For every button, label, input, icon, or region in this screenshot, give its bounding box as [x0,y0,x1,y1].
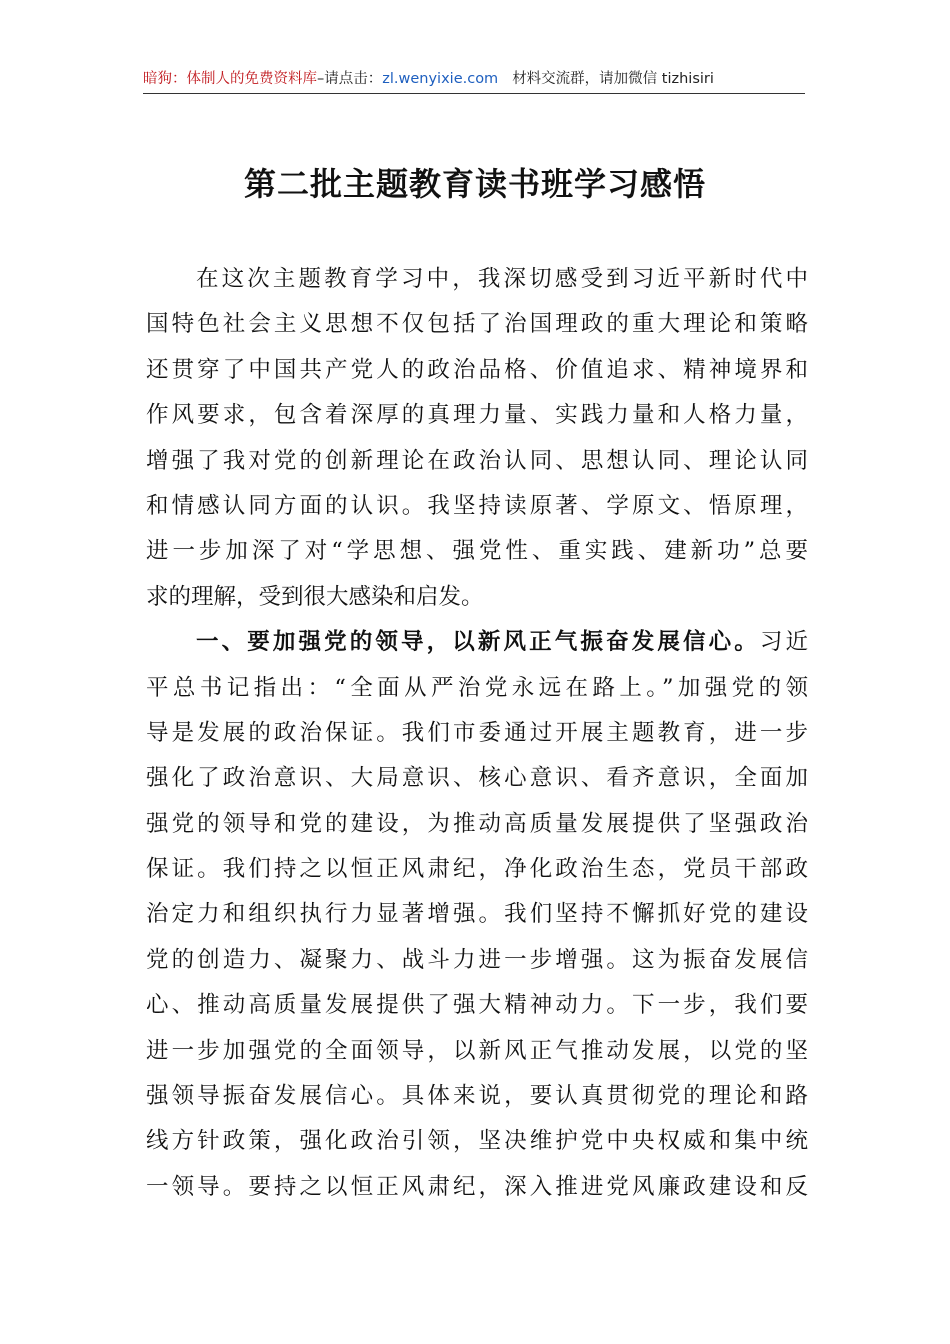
section-1-heading: 一、要加强党的领导，以新风正气振奋发展信心。 [196,629,760,656]
paragraph-1-line: 国特色社会主义思想不仅包括了治国理政的重大理论和策略 [146,311,808,338]
header-brand: 暗狗：体制人的免费资料库 [143,71,317,87]
section-1-first-line-rest: 习近 [759,629,808,656]
section-1-line: 平总书记指出：“全面从严治党永远在路上。”加强党的领 [146,674,808,701]
section-1-line: 进一步加强党的全面领导，以新风正气推动发展，以党的坚 [146,1037,808,1064]
paragraph-1-line: 增强了我对党的创新理论在政治认同、思想认同、理论认同 [146,447,808,474]
document-body [146,257,808,1210]
paragraph-1-line: 进一步加深了对“学思想、强党性、重实践、建新功”总要 [146,538,808,565]
section-1-first-line [146,620,808,665]
paragraph-1-line: 在这次主题教育学习中，我深切感受到习近平新时代中 [196,266,808,292]
paragraph-1-line: 求的理解，受到很大感染和启发。 [146,583,484,610]
header-separator: –请点击： [317,71,383,87]
document-title: 第二批主题教育读书班学习感悟 [243,165,706,203]
section-1-line: 心、推动高质量发展提供了强大精神动力。下一步，我们要 [146,992,808,1019]
section-1-line: 强领导振奋发展信心。具体来说，要认真贯彻党的理论和路 [146,1083,808,1110]
section-1-line: 导是发展的政治保证。我们市委通过开展主题教育，进一步 [146,719,808,746]
page-header [143,68,805,94]
section-1-line: 线方针政策，强化政治引领，坚决维护党中央权威和集中统 [146,1128,808,1155]
paragraph-1-line: 还贯穿了中国共产党人的政治品格、价值追求、精神境界和 [146,356,808,383]
section-1-line: 党的创造力、凝聚力、战斗力进一步增强。这为振奋发展信 [146,946,808,973]
paragraph-1-line: 作风要求，包含着深厚的真理力量、实践力量和人格力量， [146,402,808,429]
section-1-line: 治定力和组织执行力显著增强。我们坚持不懈抓好党的建设 [146,901,808,928]
section-1-line: 保证。我们持之以恒正风肃纪，净化政治生态，党员干部政 [146,856,808,883]
header-contact: 材料交流群，请加微信 tizhisiri [512,71,714,87]
section-1-line: 强党的领导和党的建设，为推动高质量发展提供了坚强政治 [146,810,808,837]
section-1-line: 一领导。要持之以恒正风肃纪，深入推进党风廉政建设和反 [146,1173,808,1200]
header-link[interactable]: zl.wenyixie.com [382,71,499,87]
section-1-line: 强化了政治意识、大局意识、核心意识、看齐意识，全面加 [146,765,808,792]
paragraph-1-line: 和情感认同方面的认识。我坚持读原著、学原文、悟原理， [146,492,808,519]
